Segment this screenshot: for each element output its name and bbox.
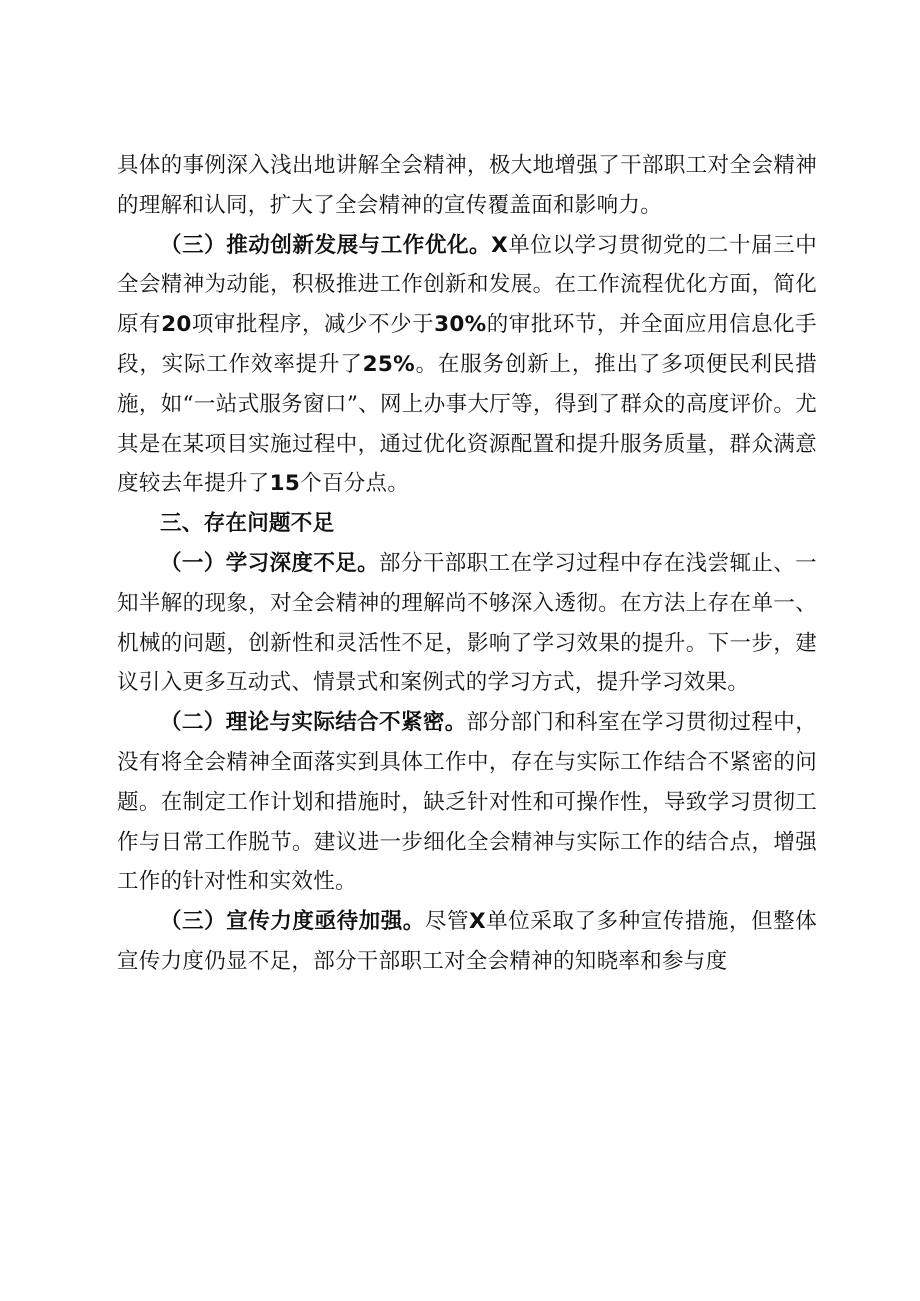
paragraph-text: 单位采取了多种宣传措施，但整体宣传力度仍显不足，部分干部职工对全会精神的知晓率和参与度	[117, 909, 817, 974]
number-satisfaction: 15	[269, 471, 301, 497]
paragraph-study-depth	[117, 544, 817, 703]
paragraph-lead: （三）宣传力度亟待加强。	[160, 909, 425, 935]
paragraph-innovation	[117, 226, 817, 505]
paragraph-text: 具体的事例深入浅出地讲解全会精神，极大地增强了干部职工对全会精神的理解和认同，扩大了全会精神的宣传覆盖面和影响力。	[117, 153, 817, 218]
number-approvals: 20	[161, 312, 192, 338]
paragraph-lead: （一）学习深度不足。	[160, 550, 380, 576]
paragraph-publicity	[117, 902, 817, 982]
paragraph-lead: （二）理论与实际结合不紧密。	[160, 710, 467, 736]
unit-x: X	[469, 909, 486, 935]
paragraph-theory-practice	[117, 703, 817, 902]
number-reduction: 30%	[434, 312, 487, 338]
paragraph-text: 尽管	[424, 909, 470, 935]
paragraph-text: 单位以学习贯彻党的二十届三中全会精神为动能，积极推进工作创新和发展。在工作流程优化方面，简化原有	[117, 232, 817, 338]
document-body	[117, 146, 817, 982]
paragraph-lead: （三）推动创新发展与工作优化。	[160, 232, 492, 258]
paragraph-text: 项审批程序，减少不少于	[191, 312, 435, 338]
section-heading: 三、存在问题不足	[160, 511, 335, 537]
paragraph-continuation	[117, 146, 817, 226]
paragraph-text: 部分干部职工在学习过程中存在浅尝辄止、一知半解的现象，对全会精神的理解尚不够深入透彻。在方法上存在单一、机械的问题，创新性和灵活性不足，影响了学习效果的提升。下一步，建议引入更多互动式、情景式和案例式的学习方式，提升学习效果。	[117, 550, 817, 696]
number-efficiency: 25%	[362, 351, 416, 377]
paragraph-text: 个百分点。	[300, 471, 410, 497]
paragraph-text: 部分部门和科室在学习贯彻过程中，没有将全会精神全面落实到具体工作中，存在与实际工作结合不紧密的问题。在制定工作计划和措施时，缺乏针对性和可操作性，导致学习贯彻工作与日常工作脱节。建议进一步细化全会精神与实际工作的结合点，增强工作的针对性和实效性。	[117, 710, 818, 895]
paragraph-text: 的审批环节，并全面应用信息化手段，实际工作效率提升了	[117, 312, 817, 377]
unit-x: X	[491, 232, 508, 258]
paragraph-text: 。在服务创新上，推出了多项便民利民措施，如“一站式服务窗口”、网上办事大厅等，得到了群众的高度评价。尤其是在某项目实施过程中，通过优化资源配置和提升服务质量，群众满意度较去年提升了	[117, 351, 817, 497]
